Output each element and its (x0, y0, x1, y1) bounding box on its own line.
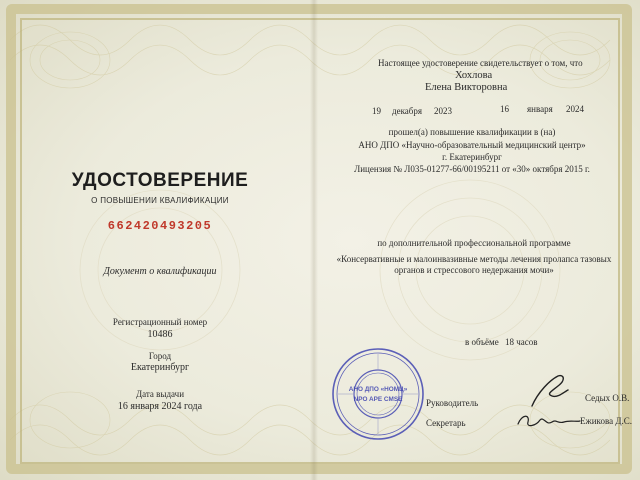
director-signature-icon (528, 372, 572, 410)
volume-value: 18 часов (505, 337, 538, 347)
certificate-title: УДОСТОВЕРЕНИЕ (71, 170, 249, 191)
director-label: Руководитель (426, 398, 479, 408)
from-day: 19 (372, 106, 381, 116)
secretary-name: Ежикова Д.С. (580, 416, 632, 426)
certificate-subtitle: О ПОВЫШЕНИИ КВАЛИФИКАЦИИ (91, 196, 229, 205)
stamp-text-line1: АНО ДПО «НОМЦ» (348, 386, 408, 393)
from-year: 2023 (434, 106, 452, 116)
organization-city: г. Екатеринбург (442, 152, 502, 162)
program-title-line1: «Консервативные и малоинвазивные методы лечения пролапса тазовых (336, 254, 612, 264)
registration-number: 10486 (147, 329, 173, 340)
program-intro: по дополнительной профессиональной программе (377, 238, 571, 248)
holder-name: Елена Викторовна (425, 82, 508, 93)
organization-name: АНО ДПО «Научно-образовательный медицинский центр» (358, 140, 586, 150)
page-fold (310, 0, 318, 480)
holder-surname: Хохлова (455, 70, 493, 81)
from-month: декабря (392, 106, 423, 116)
program-title-line2: органов и стрессового недержания мочи» (394, 265, 554, 275)
official-stamp-icon (330, 346, 426, 442)
to-year: 2024 (566, 104, 584, 114)
intro-text: Настоящее удостоверение свидетельствует о том, что (378, 58, 583, 68)
passed-text: прошел(а) повышение квалификации в (на) (388, 127, 556, 137)
secretary-label: Секретарь (426, 418, 466, 428)
city-label: Город (148, 351, 172, 361)
secretary-signature-icon (514, 408, 584, 432)
director-name: Седых О.В. (585, 393, 630, 403)
volume-label: в объёме (465, 337, 499, 347)
issue-date-value: 16 января 2024 года (117, 401, 203, 412)
license-text: Лицензия № Л035-01277-66/00195211 от «30» октября 2015 г. (354, 164, 590, 174)
to-day: 16 (500, 104, 509, 114)
registration-label: Регистрационный номер (112, 317, 208, 327)
stamp-text-line2: NPO APE CMSE (353, 396, 403, 403)
to-month: января (527, 104, 553, 114)
issue-date-label: Дата выдачи (135, 389, 185, 399)
document-type: Документ о квалификации (103, 266, 217, 277)
city-value: Екатеринбург (130, 362, 190, 373)
serial-number: 662420493205 (107, 219, 213, 233)
